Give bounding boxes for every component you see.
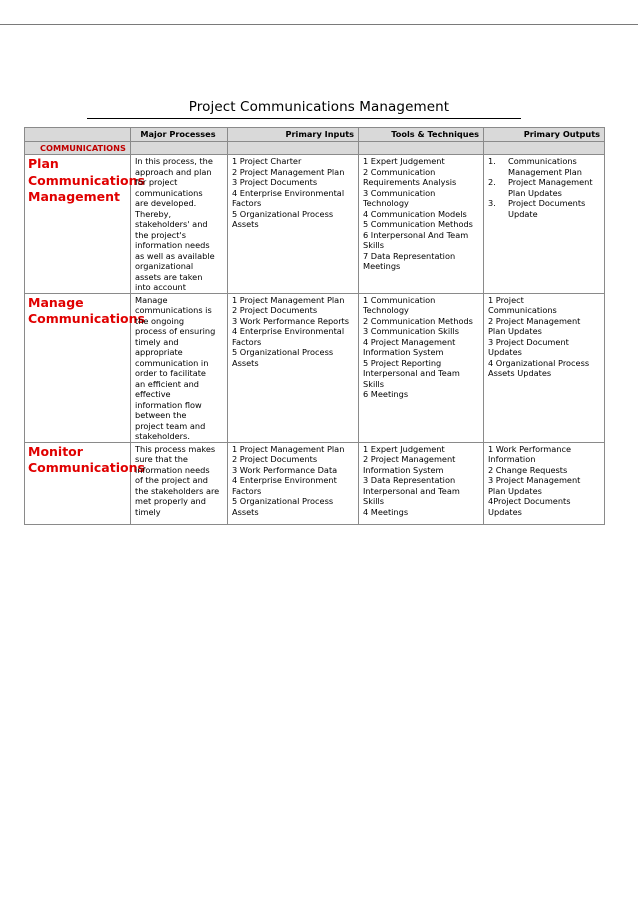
process-description-line: met properly and [135, 496, 206, 506]
header-primary-outputs: Primary Outputs [484, 128, 605, 142]
category-row [25, 141, 605, 155]
primary-inputs-cell-line: Assets [232, 506, 259, 517]
table-body [25, 155, 605, 525]
primary-inputs-cell-line: Factors [232, 198, 262, 208]
process-description-line: between the [135, 410, 187, 420]
process-description [131, 442, 228, 524]
process-description-line: In this process, the [135, 156, 213, 166]
outputs-list [488, 156, 602, 219]
tools-techniques-cell-line: Meetings [363, 261, 401, 271]
header-major-processes: Major Processes [131, 128, 228, 142]
primary-outputs-cell-line: 2 Change Requests [488, 464, 568, 475]
tools-techniques-cell-line: 6 Interpersonal And Team [363, 229, 469, 240]
process-description-line: communication in [135, 357, 209, 368]
tools-techniques-cell-line: Skills [363, 378, 385, 389]
process-name: Monitor Communications [25, 442, 131, 524]
primary-outputs-cell-line: 4Project Documents [488, 496, 571, 506]
process-description-line: communications [135, 187, 203, 198]
outputs-list-item [488, 177, 602, 198]
primary-outputs-cell-line: 2 Project Management [488, 315, 581, 326]
page-title: Project Communications Management [188, 99, 450, 115]
process-description-line: order to facilitate [135, 368, 206, 378]
tools-techniques-cell-line: Information System [363, 464, 444, 475]
list-text-line: Communications [508, 156, 577, 166]
primary-inputs-cell-line: 1 Project Management Plan [232, 443, 345, 454]
tools-techniques-cell-line: Technology [363, 305, 409, 315]
process-description-line: Thereby, [135, 208, 172, 219]
primary-inputs-cell [228, 293, 359, 442]
process-description-line: the project's [135, 229, 186, 240]
primary-inputs-cell-line: 4 Enterprise Environmental [232, 187, 345, 198]
primary-inputs-cell [228, 155, 359, 294]
category-blank-cell [359, 141, 484, 155]
primary-inputs-cell-line: 5 Organizational Process [232, 347, 334, 357]
tools-techniques-cell-line: Skills [363, 240, 385, 250]
primary-outputs-cell-line: 3 Project Document [488, 336, 569, 347]
top-border-line [0, 24, 638, 25]
process-description-line: an efficient and [135, 378, 199, 389]
primary-inputs-cell-line: Assets [232, 219, 259, 229]
tools-techniques-cell-line: 7 Data Representation [363, 250, 456, 261]
tools-techniques-cell-line: Interpersonal and Team [363, 368, 460, 378]
primary-inputs-cell-line: Factors [232, 485, 262, 496]
list-text [508, 177, 593, 198]
tools-techniques-cell-line: 2 Communication [363, 166, 436, 177]
list-text-line: Project Management [508, 177, 593, 187]
primary-outputs-cell-line: Assets Updates [488, 368, 552, 378]
primary-inputs-cell-line: 1 Project Management Plan [232, 294, 345, 305]
tools-techniques-cell-line: 5 Communication Methods [363, 219, 473, 229]
category-label: COMMUNICATIONS [25, 141, 131, 155]
tools-techniques-cell-line: 3 Data Representation [363, 475, 456, 485]
primary-inputs-cell-line: 2 Project Management Plan [232, 166, 345, 177]
tools-techniques-cell-line: 1 Communication [363, 294, 436, 305]
primary-outputs-cell-line: 4 Organizational Process [488, 357, 590, 368]
process-description-line: information needs [135, 464, 210, 475]
process-description-line: communications is [135, 305, 212, 315]
list-text-line: Management Plan [508, 166, 582, 177]
primary-inputs-cell [228, 442, 359, 524]
table-row [25, 293, 605, 442]
primary-outputs-cell-line: 3 Project Management [488, 475, 581, 485]
tools-techniques-cell-line: 4 Communication Models [363, 208, 467, 219]
primary-outputs-cell-line: Updates [488, 347, 522, 357]
primary-inputs-cell-line: 4 Enterprise Environment [232, 475, 337, 485]
process-description-line: as well as available [135, 250, 215, 261]
primary-outputs-cell-line: 1 Project [488, 294, 524, 305]
primary-outputs-cell [484, 442, 605, 524]
process-description-line: timely [135, 506, 161, 517]
category-blank-cell [131, 141, 228, 155]
process-name: Manage Communications [25, 293, 131, 442]
tools-techniques-cell-line: Requirements Analysis [363, 177, 457, 187]
primary-outputs-cell-line: Plan Updates [488, 326, 542, 336]
primary-inputs-cell-line: 3 Work Performance Reports [232, 315, 350, 326]
process-name: Plan Communications Management [25, 155, 131, 294]
tools-techniques-cell-line: Skills [363, 496, 385, 506]
primary-outputs-cell-line: 1 Work Performance [488, 443, 572, 454]
tools-techniques-cell [359, 293, 484, 442]
process-description-line: the stakeholders are [135, 485, 220, 496]
tools-techniques-cell-line: 2 Project Management [363, 454, 456, 464]
process-description-line: are developed. [135, 198, 197, 208]
list-text [508, 156, 582, 177]
tools-techniques-cell-line: Technology [363, 198, 409, 208]
process-description-line: of the project and [135, 475, 208, 485]
primary-outputs-cell-line: Communications [488, 305, 557, 315]
process-description-line: sure that the [135, 454, 188, 464]
table-row [25, 442, 605, 524]
process-description-line: for project [135, 177, 178, 187]
primary-outputs-cell-line: Information [488, 454, 536, 464]
process-description-line: appropriate [135, 347, 183, 357]
process-description [131, 293, 228, 442]
header-blank-cell [25, 128, 131, 142]
list-number: 1. [488, 156, 496, 166]
primary-inputs-cell-line: 3 Work Performance Data [232, 464, 338, 475]
process-description-line: approach and plan [135, 166, 212, 177]
tools-techniques-cell [359, 155, 484, 294]
primary-inputs-cell-line: 5 Organizational Process [232, 208, 334, 219]
process-description-line: information flow [135, 399, 202, 410]
header-row [25, 128, 605, 142]
process-description-line: effective [135, 389, 171, 399]
primary-outputs-cell-line: Updates [488, 506, 522, 517]
outputs-list-item [488, 156, 602, 177]
tools-techniques-cell-line: 2 Communication Methods [363, 315, 473, 326]
primary-outputs-cell [484, 155, 605, 294]
primary-inputs-cell-line: 5 Organizational Process [232, 496, 334, 506]
primary-inputs-cell-line: 4 Enterprise Environmental [232, 326, 345, 336]
tools-techniques-cell-line: 6 Meetings [363, 389, 409, 399]
communications-table [24, 127, 605, 525]
process-description-line: timely and [135, 336, 179, 347]
outputs-list-item [488, 198, 602, 219]
list-number: 3. [488, 198, 496, 208]
tools-techniques-cell-line: 3 Communication [363, 187, 436, 198]
process-description-line: This process makes [135, 443, 216, 454]
tools-techniques-cell-line: 4 Meetings [363, 506, 409, 517]
category-blank-cell [228, 141, 359, 155]
header-primary-inputs: Primary Inputs [228, 128, 359, 142]
process-description-line: process of ensuring [135, 326, 216, 336]
primary-inputs-cell-line: Factors [232, 336, 262, 347]
primary-outputs-cell-line: Plan Updates [488, 485, 542, 496]
process-description-line: the ongoing [135, 315, 185, 326]
tools-techniques-cell-line: 5 Project Reporting [363, 357, 442, 368]
primary-inputs-cell-line: 2 Project Documents [232, 305, 318, 315]
process-description-line: stakeholders. [135, 431, 190, 441]
list-text [508, 198, 585, 219]
primary-outputs-cell [484, 293, 605, 442]
tools-techniques-cell [359, 442, 484, 524]
tools-techniques-cell-line: 1 Expert Judgement [363, 156, 445, 166]
primary-inputs-cell-line: 3 Project Documents [232, 177, 318, 187]
primary-inputs-cell-line: Assets [232, 357, 259, 368]
tools-techniques-cell-line: 3 Communication Skills [363, 326, 459, 336]
process-description-line: into account [135, 282, 186, 292]
list-text-line: Project Documents [508, 198, 586, 208]
tools-techniques-cell-line: 4 Project Management [363, 336, 456, 347]
process-description-line: organizational [135, 261, 194, 271]
list-text-line: Update [508, 208, 538, 219]
process-description-line: information needs [135, 240, 210, 250]
primary-inputs-cell-line: 2 Project Documents [232, 454, 318, 464]
tools-techniques-cell-line: Information System [363, 347, 444, 357]
primary-inputs-cell-line: 1 Project Charter [232, 156, 302, 166]
title-underline [87, 118, 521, 119]
process-description-line: assets are taken [135, 271, 203, 282]
process-description-line: project team and [135, 420, 206, 431]
process-description-line: stakeholders' and [135, 219, 208, 229]
list-text-line: Plan Updates [508, 187, 562, 198]
process-description-line: Manage [135, 294, 168, 305]
process-description [131, 155, 228, 294]
list-number: 2. [488, 177, 496, 187]
category-blank-cell [484, 141, 605, 155]
tools-techniques-cell-line: 1 Expert Judgement [363, 443, 445, 454]
table-row [25, 155, 605, 294]
header-tools-techniques: Tools & Techniques [359, 128, 484, 142]
tools-techniques-cell-line: Interpersonal and Team [363, 485, 460, 496]
